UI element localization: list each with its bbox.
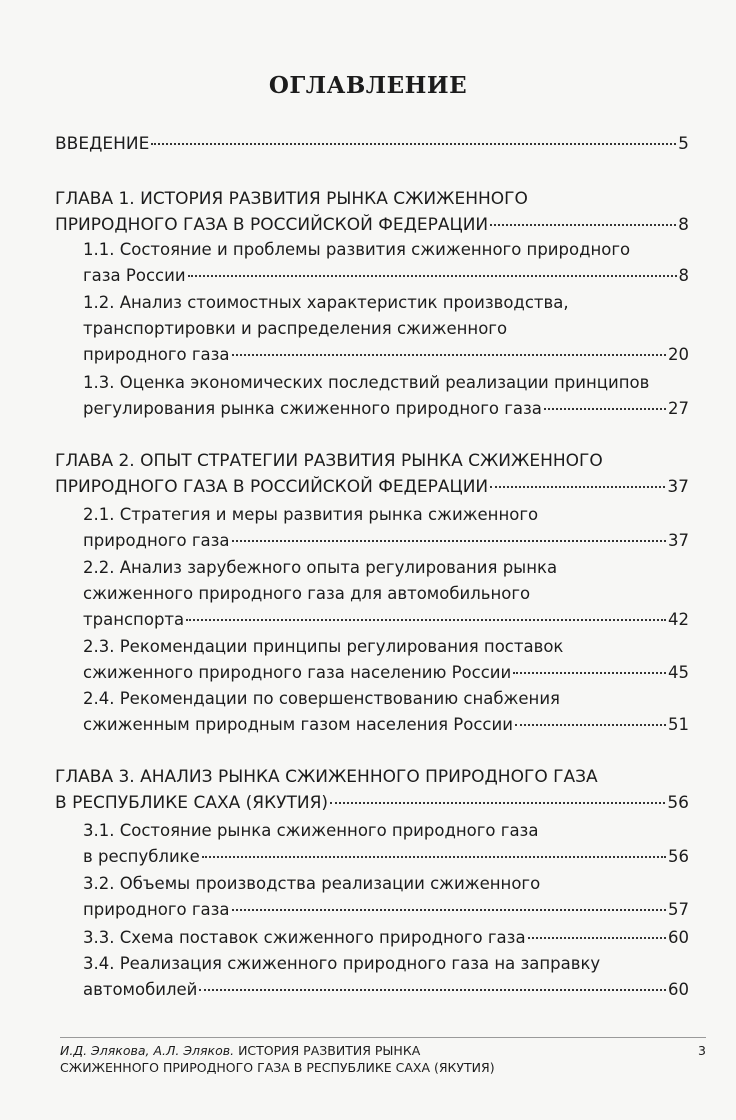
toc-page-number: 56 [668,847,689,866]
toc-entry-title: ПРИРОДНОГО ГАЗА В РОССИЙСКОЙ ФЕДЕРАЦИИ [55,477,489,497]
toc-entry-title: 2.4. Рекомендации по совершенствованию снабжения [83,689,560,708]
footer-book-title-1: ИСТОРИЯ РАЗВИТИЯ РЫНКА [238,1043,421,1058]
toc-page-number: 42 [668,610,689,629]
toc-entry-title: 2.2. Анализ зарубежного опыта регулирования рынка [83,558,558,577]
toc-entry-title: природного газа [83,345,230,364]
toc-entry-section-2-2[interactable] [83,555,689,633]
dot-leader [513,672,666,674]
toc-entry-section-3-2[interactable] [83,871,689,923]
page-footer [60,1042,706,1076]
toc-entry-section-1-1[interactable] [83,237,689,289]
dot-leader [188,275,677,277]
toc-page-number: 37 [667,477,689,497]
toc-entry-title: 3.2. Объемы производства реализации сжиженного [83,874,541,893]
footer-book-title-2: СЖИЖЕННОГО ПРИРОДНОГО ГАЗА В РЕСПУБЛИКЕ САХА (ЯКУТИЯ) [60,1060,495,1075]
toc-entry-title: автомобилей [83,980,198,999]
toc-entry-section-2-4[interactable] [83,686,689,738]
toc-entry-title: регулирования рынка сжиженного природного газа [83,399,542,418]
dot-leader [490,224,676,226]
dot-leader [490,486,665,488]
dot-leader [330,802,665,804]
page-title: ОГЛАВЛЕНИЕ [268,72,468,99]
toc-entry-title: 1.1. Состояние и проблемы развития сжиженного природного [83,240,631,259]
toc-entry-chapter-1[interactable] [55,186,689,238]
toc-entry-title: 1.3. Оценка экономических последствий реализации принципов [83,373,650,392]
footer-line-1 [60,1042,706,1059]
toc-entry-title: В РЕСПУБЛИКЕ САХА (ЯКУТИЯ) [55,793,329,813]
dot-leader [232,909,666,911]
toc-entry-chapter-3[interactable] [55,764,689,816]
toc-page-number: 5 [678,134,689,154]
toc-entry-section-1-3[interactable] [83,370,689,422]
toc-entry-title: 3.3. Схема поставок сжиженного природного газа [83,928,526,947]
dot-leader [515,724,666,726]
toc-entry-title: ГЛАВА 3. АНАЛИЗ РЫНКА СЖИЖЕННОГО ПРИРОДНОГО ГАЗА [55,767,598,787]
toc-entry-title: 3.4. Реализация сжиженного природного газа на заправку [83,954,601,973]
dot-leader [544,408,666,410]
footer-authors: И.Д. Элякова, А.Л. Эляков. [60,1043,235,1058]
toc-entry-title: ГЛАВА 2. ОПЫТ СТРАТЕГИИ РАЗВИТИЯ РЫНКА СЖИЖЕННОГО [55,451,603,471]
toc-entry-title: в республике [83,847,200,866]
dot-leader [151,143,676,145]
toc-entry-title: ПРИРОДНОГО ГАЗА В РОССИЙСКОЙ ФЕДЕРАЦИИ [55,215,489,235]
toc-entry-section-3-3[interactable] [83,925,689,951]
toc-page-number: 51 [668,715,689,734]
toc-page-number: 56 [667,793,689,813]
toc-entry-section-1-2[interactable] [83,290,689,368]
dot-leader [528,937,666,939]
toc-entry-title: 2.3. Рекомендации принципы регулирования поставок [83,637,564,656]
dot-leader [232,540,666,542]
toc-entry-title: 1.2. Анализ стоимостных характеристик производства, [83,293,569,312]
toc-entry-chapter-2[interactable] [55,448,689,500]
toc-page-number: 57 [668,900,689,919]
footer-divider [60,1037,706,1038]
dot-leader [199,989,666,991]
toc-entry-title: 3.1. Состояние рынка сжиженного природного газа [83,821,539,840]
page-number: 3 [698,1043,706,1058]
toc-entry-title: природного газа [83,531,230,550]
dot-leader [186,619,666,621]
toc-entry-title: транспорта [83,610,185,629]
toc-page-number: 8 [678,215,689,235]
toc-entry-title: природного газа [83,900,230,919]
dot-leader [232,354,666,356]
toc-entry-title: сжиженного природного газа населению России [83,663,512,682]
toc-page-number: 60 [668,980,689,999]
toc-entry-title: 2.1. Стратегия и меры развития рынка сжиженного [83,505,539,524]
toc-entry-section-2-3[interactable] [83,634,689,686]
toc-entry-title: ВВЕДЕНИЕ [55,134,150,154]
toc-entry-title: сжиженным природным газом населения России [83,715,513,734]
toc-page-number: 37 [668,531,689,550]
dot-leader [202,856,666,858]
toc-entry-title: сжиженного природного газа для автомобильного [83,584,531,603]
toc-page-number: 20 [668,345,689,364]
toc-entry-title: транспортировки и распределения сжиженного [83,319,508,338]
toc-page-number: 60 [668,928,689,947]
toc-entry-section-2-1[interactable] [83,502,689,554]
toc-page-number: 8 [678,266,689,285]
toc-entry-title: газа России [83,266,186,285]
toc-entry-section-3-1[interactable] [83,818,689,870]
toc-page-number: 27 [668,399,689,418]
toc-page-number: 45 [668,663,689,682]
toc-entry-section-3-4[interactable] [83,951,689,1003]
toc-entry-title: ГЛАВА 1. ИСТОРИЯ РАЗВИТИЯ РЫНКА СЖИЖЕННОГО [55,189,528,209]
toc-entry-intro[interactable] [55,131,689,157]
